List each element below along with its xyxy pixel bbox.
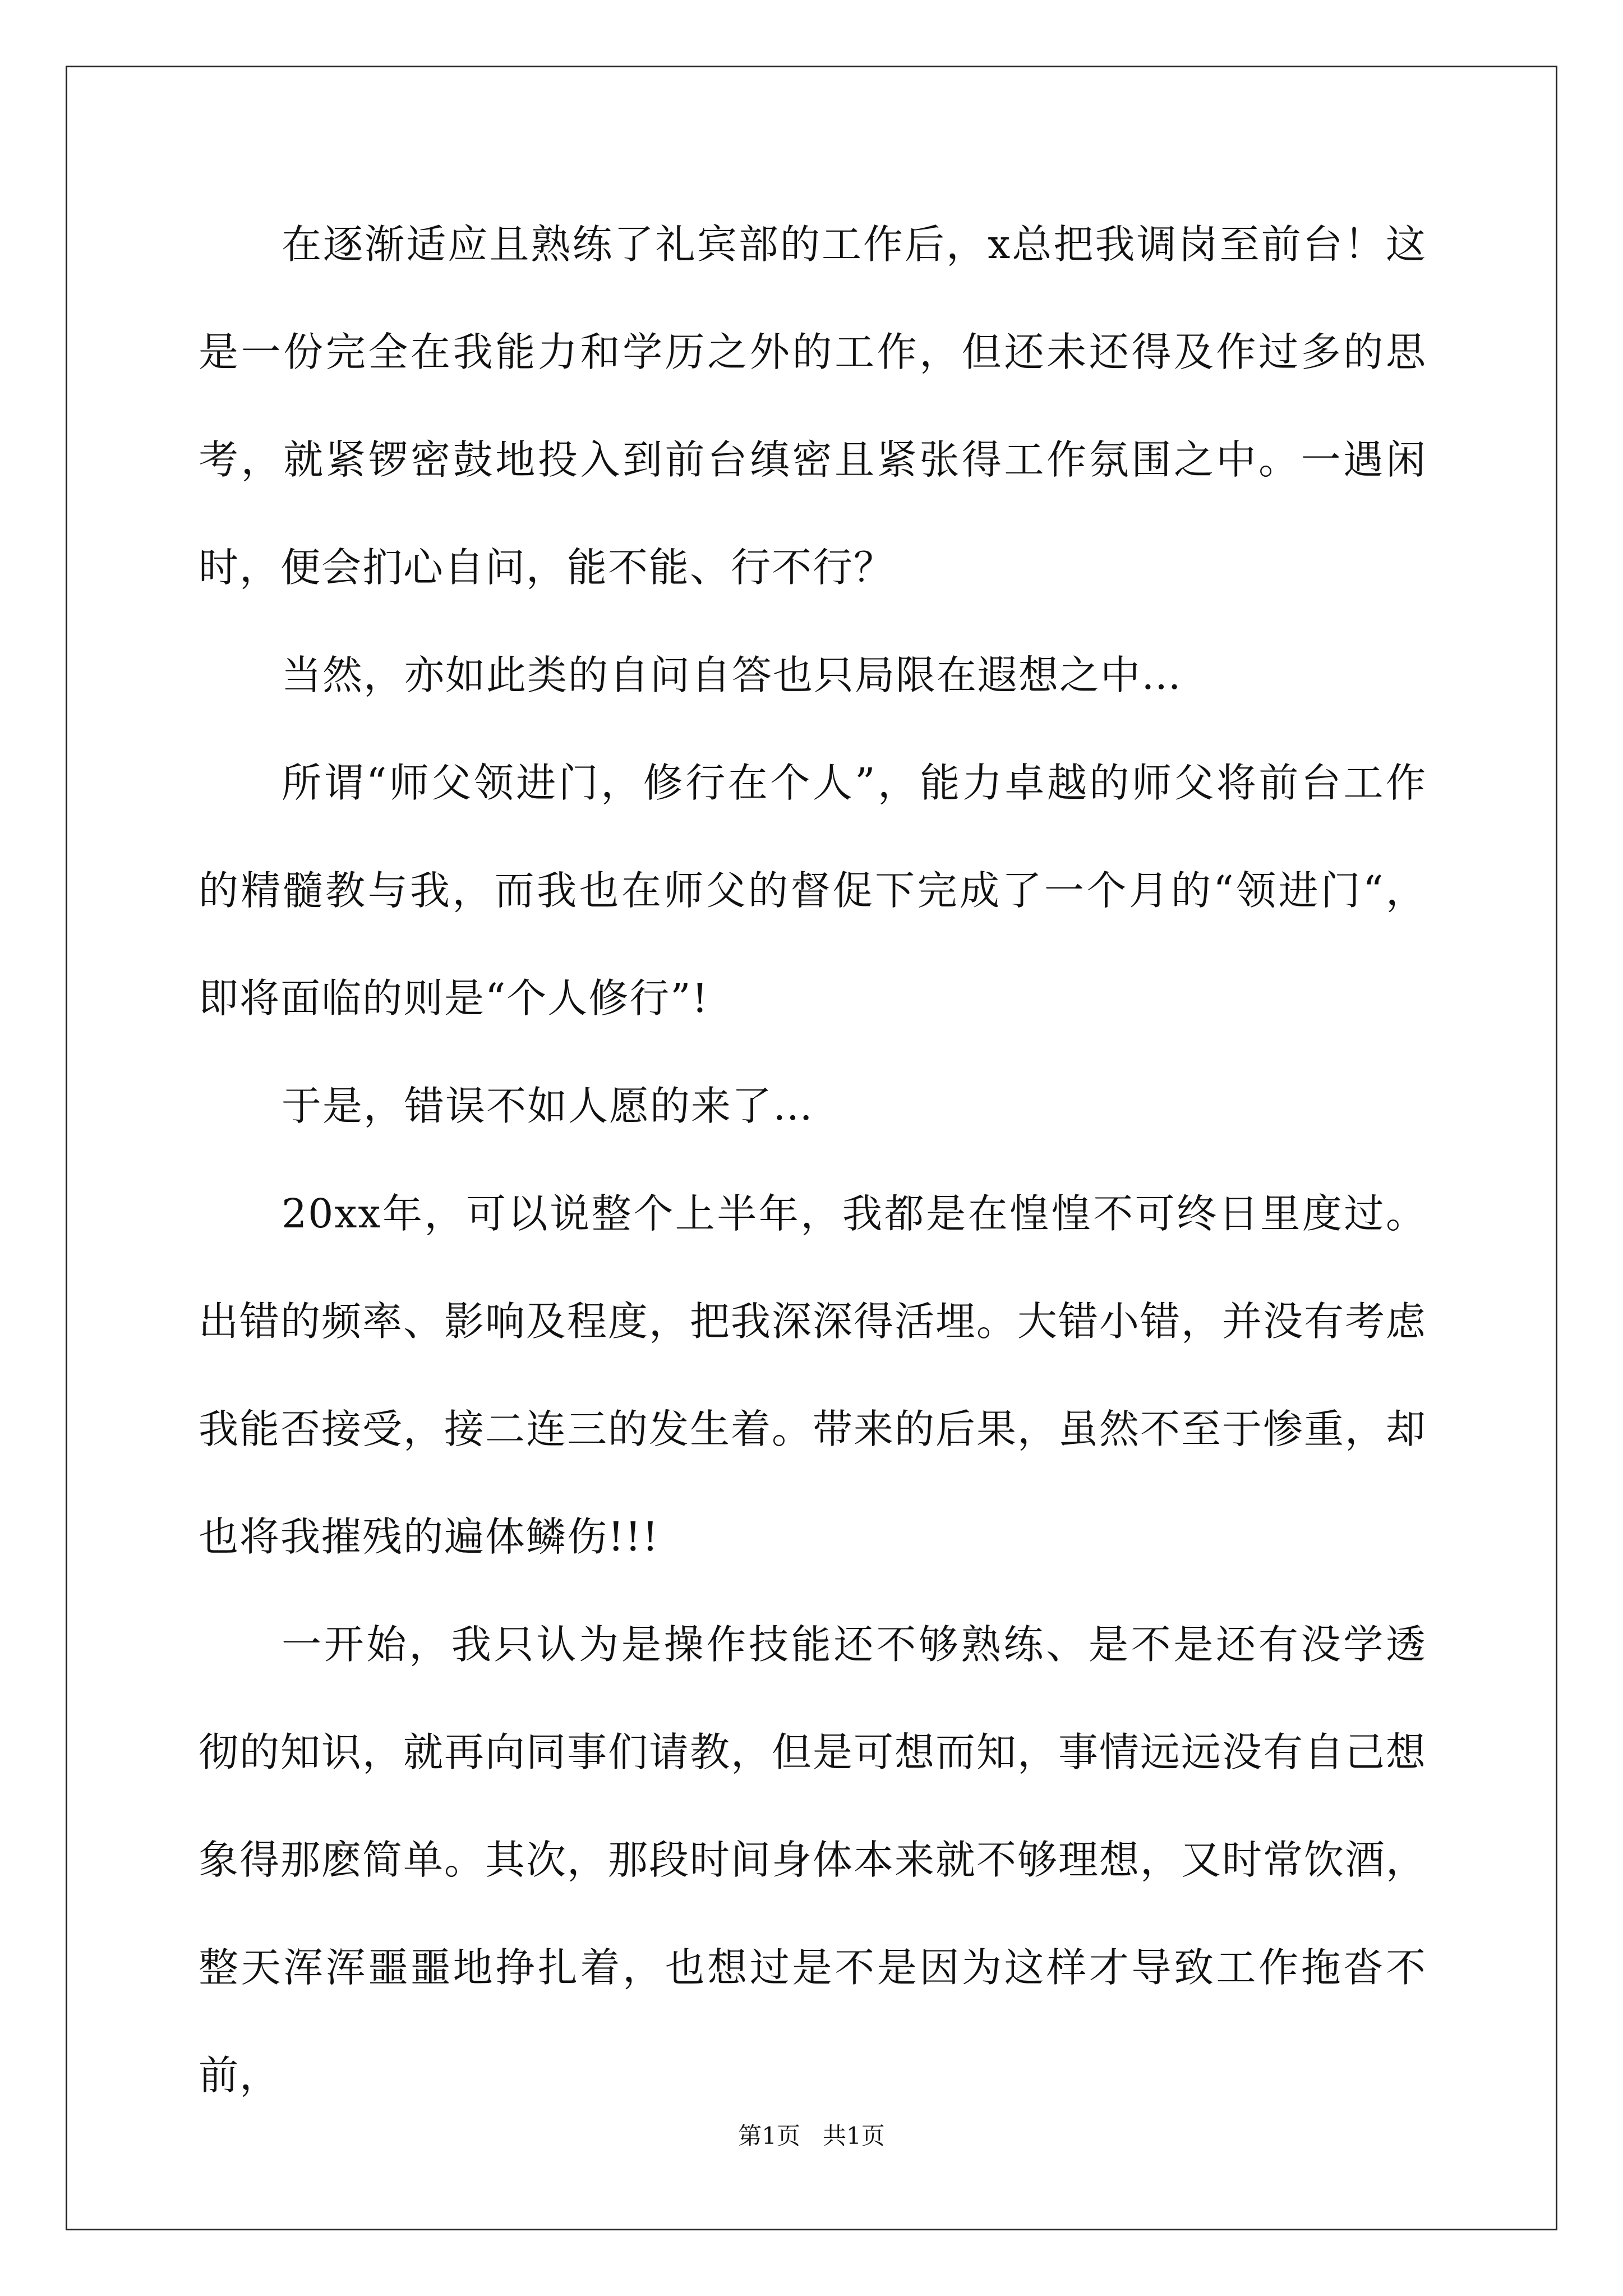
paragraph: 20xx年，可以说整个上半年，我都是在惶惶不可终日里度过。出错的频率、影响及程度，把我深深得活埋。大错小错，并没有考虑我能否接受，接二连三的发生着。带来的后果，虽然不至于惨重，却也将我摧残的遍体鳞伤!!!	[199, 1190, 1427, 1560]
paragraph: 于是，错误不如人愿的来了…	[282, 1083, 814, 1129]
document-body	[199, 191, 1427, 2129]
paragraph: 所谓“师父领进门，修行在个人”，能力卓越的师父将前台工作的精髓教与我，而我也在师父的督促下完成了一个月的“领进门“，即将面临的则是“个人修行”!	[199, 760, 1427, 1022]
paragraph: 当然，亦如此类的自问自答也只局限在遐想之中…	[282, 652, 1183, 698]
paragraph: 一开始，我只认为是操作技能还不够熟练、是不是还有没学透彻的知识，就再向同事们请教，但是可想而知，事情远远没有自己想象得那麽简单。其次，那段时间身体本来就不够理想，又时常饮酒，整天浑浑噩噩地挣扎着，也想过是不是因为这样才导致工作拖沓不前，	[199, 1621, 1427, 2099]
paragraph: 在逐渐适应且熟练了礼宾部的工作后，x总把我调岗至前台！这是一份完全在我能力和学历之外的工作，但还未还得及作过多的思考，就紧锣密鼓地投入到前台缜密且紧张得工作氛围之中。一遇闲时，便会扪心自问，能不能、行不行？	[199, 221, 1427, 591]
page-number-current: 第1页	[738, 2122, 800, 2150]
page-footer	[0, 2119, 1623, 2153]
page-number-total: 共1页	[823, 2122, 885, 2150]
